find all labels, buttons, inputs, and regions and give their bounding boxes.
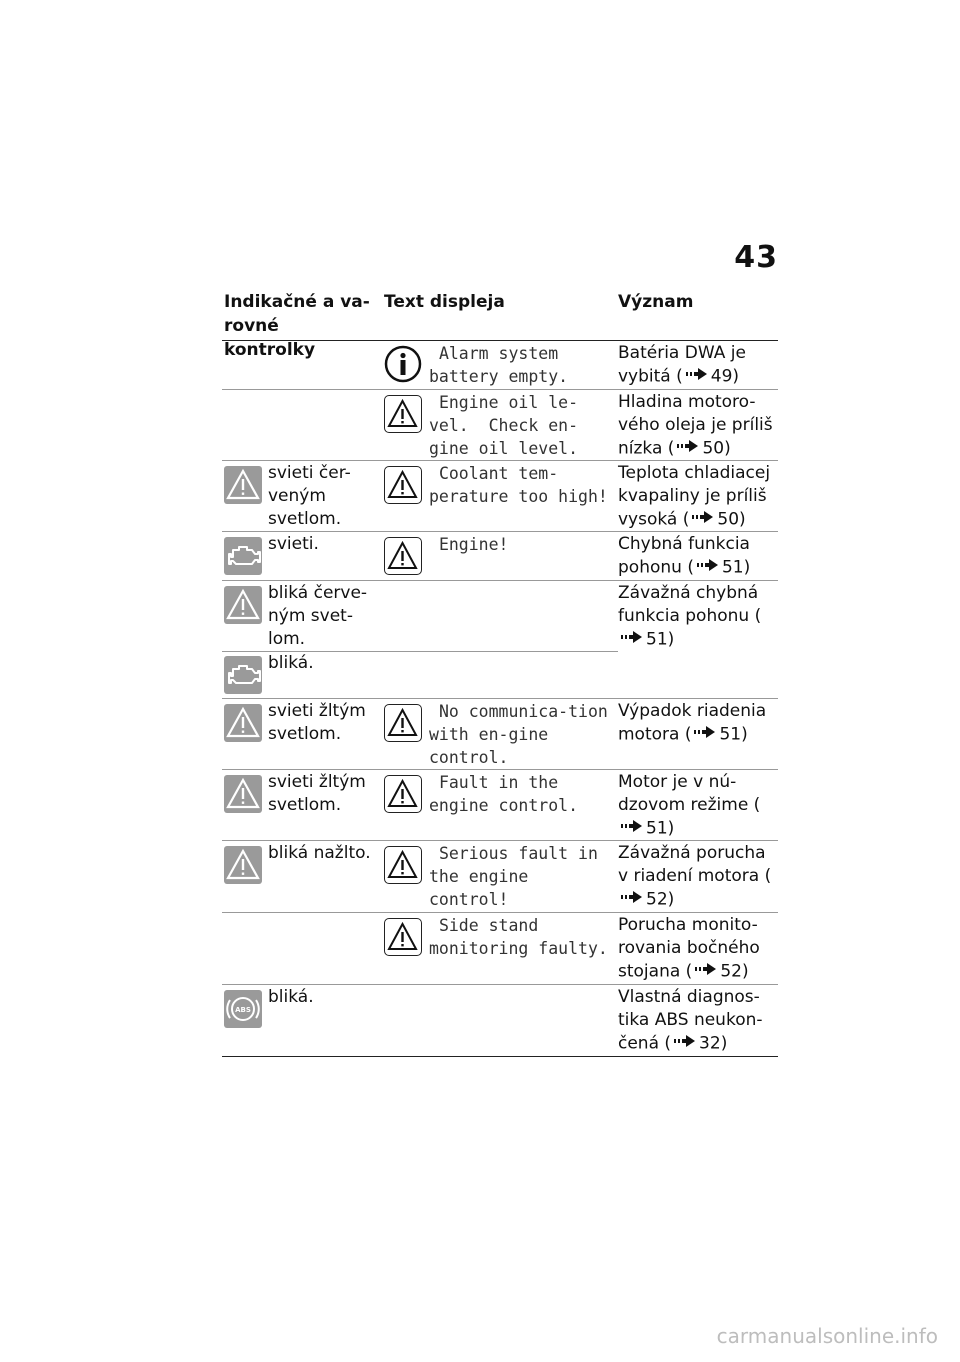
- general-warning-icon: [224, 586, 262, 624]
- meaning-text: Chybná funkcia pohonu ( 51): [618, 534, 751, 578]
- table-row: [222, 841, 778, 913]
- table-header: [222, 288, 778, 360]
- warning-triangle-icon: [384, 775, 422, 813]
- header-display: Text displeja: [384, 292, 505, 312]
- indicator-text: bliká.: [268, 653, 314, 673]
- display-text: Alarm system battery empty.: [429, 344, 569, 386]
- table-row: [222, 341, 778, 390]
- display-text: No communica-tion with en-gine control.: [429, 702, 618, 767]
- indicator-text: bliká nažlto.: [268, 843, 371, 863]
- meaning-text: Výpadok riadenia motora ( 51): [618, 701, 767, 745]
- warning-triangle-icon: [384, 395, 422, 433]
- indicator-text: svieti.: [268, 534, 319, 554]
- general-warning-icon: [224, 846, 262, 884]
- meaning-text: Teplota chladiacej kvapaliny je príliš vysoká ( 50): [618, 463, 771, 530]
- arrow-right-icon: [620, 888, 644, 911]
- arrow-right-icon: [685, 365, 709, 388]
- display-text: Coolant tem-perature too high!: [429, 464, 608, 506]
- display-text: Serious fault in the engine control!: [429, 844, 608, 909]
- arrow-right-icon: [620, 817, 644, 840]
- meaning-text: Závažná porucha v riadení motora (52): [618, 843, 772, 910]
- table-row: [222, 770, 778, 841]
- indicator-text: bliká.: [268, 987, 314, 1007]
- table-row: [222, 461, 778, 532]
- warning-triangle-icon: [384, 466, 422, 504]
- abs-icon: [224, 990, 262, 1028]
- arrow-right-icon: [691, 508, 715, 531]
- warning-triangle-icon: [384, 918, 422, 956]
- svg-text:ABS: ABS: [235, 1006, 251, 1014]
- table-row: [222, 913, 778, 985]
- display-text: Fault in the engine control.: [429, 773, 579, 815]
- indicator-text: svieti žltým svetlom.: [268, 701, 366, 744]
- header-meaning: Význam: [618, 292, 694, 312]
- table-row: [222, 985, 778, 1057]
- info-icon: [384, 345, 422, 383]
- table-row: [222, 390, 778, 461]
- meaning-text: Hladina motoro-vého oleja je príliš nízka ( 50): [618, 392, 773, 459]
- meaning-text: Vlastná diagnos-tika ABS neukon-čená ( 32): [618, 987, 763, 1054]
- meaning-text: Závažná chybná funkcia pohonu (51): [618, 583, 762, 650]
- arrow-right-icon: [696, 556, 720, 579]
- warning-triangle-icon: [384, 704, 422, 742]
- indicator-text: svieti čer-veným svetlom.: [268, 463, 351, 529]
- meaning-text: Batéria DWA je vybitá ( 49): [618, 343, 746, 387]
- display-text: Engine!: [429, 535, 509, 554]
- general-warning-icon: [224, 775, 262, 813]
- warning-triangle-icon: [384, 537, 422, 575]
- meaning-text: Motor je v nú-dzovom režime (51): [618, 772, 761, 839]
- display-text: Side stand monitoring faulty.: [429, 916, 608, 958]
- indicator-table: [222, 288, 778, 1057]
- arrow-right-icon: [673, 1032, 697, 1055]
- general-warning-icon: [224, 466, 262, 504]
- meaning-text: Porucha monito-rovania bočného stojana ( 52): [618, 915, 760, 982]
- arrow-right-icon: [693, 723, 717, 746]
- table-row: [222, 581, 778, 699]
- indicator-text: bliká červe-ným svet-lom.: [268, 583, 368, 649]
- warning-triangle-icon: [384, 846, 422, 884]
- header-indicator: Indikačné a va-rovné kontrolky: [224, 292, 370, 360]
- indicator-text: svieti žltým svetlom.: [268, 772, 366, 815]
- engine-icon: [224, 537, 262, 575]
- arrow-right-icon: [620, 628, 644, 651]
- engine-icon: [224, 656, 262, 694]
- display-text: Engine oil le-vel. Check en-gine oil level.: [429, 393, 579, 458]
- arrow-right-icon: [676, 437, 700, 460]
- table-row: [222, 532, 778, 581]
- page-number: 43: [734, 240, 778, 275]
- arrow-right-icon: [694, 960, 718, 983]
- watermark: carmanualsonline.info: [716, 1324, 938, 1348]
- table-row: [222, 699, 778, 770]
- general-warning-icon: [224, 704, 262, 742]
